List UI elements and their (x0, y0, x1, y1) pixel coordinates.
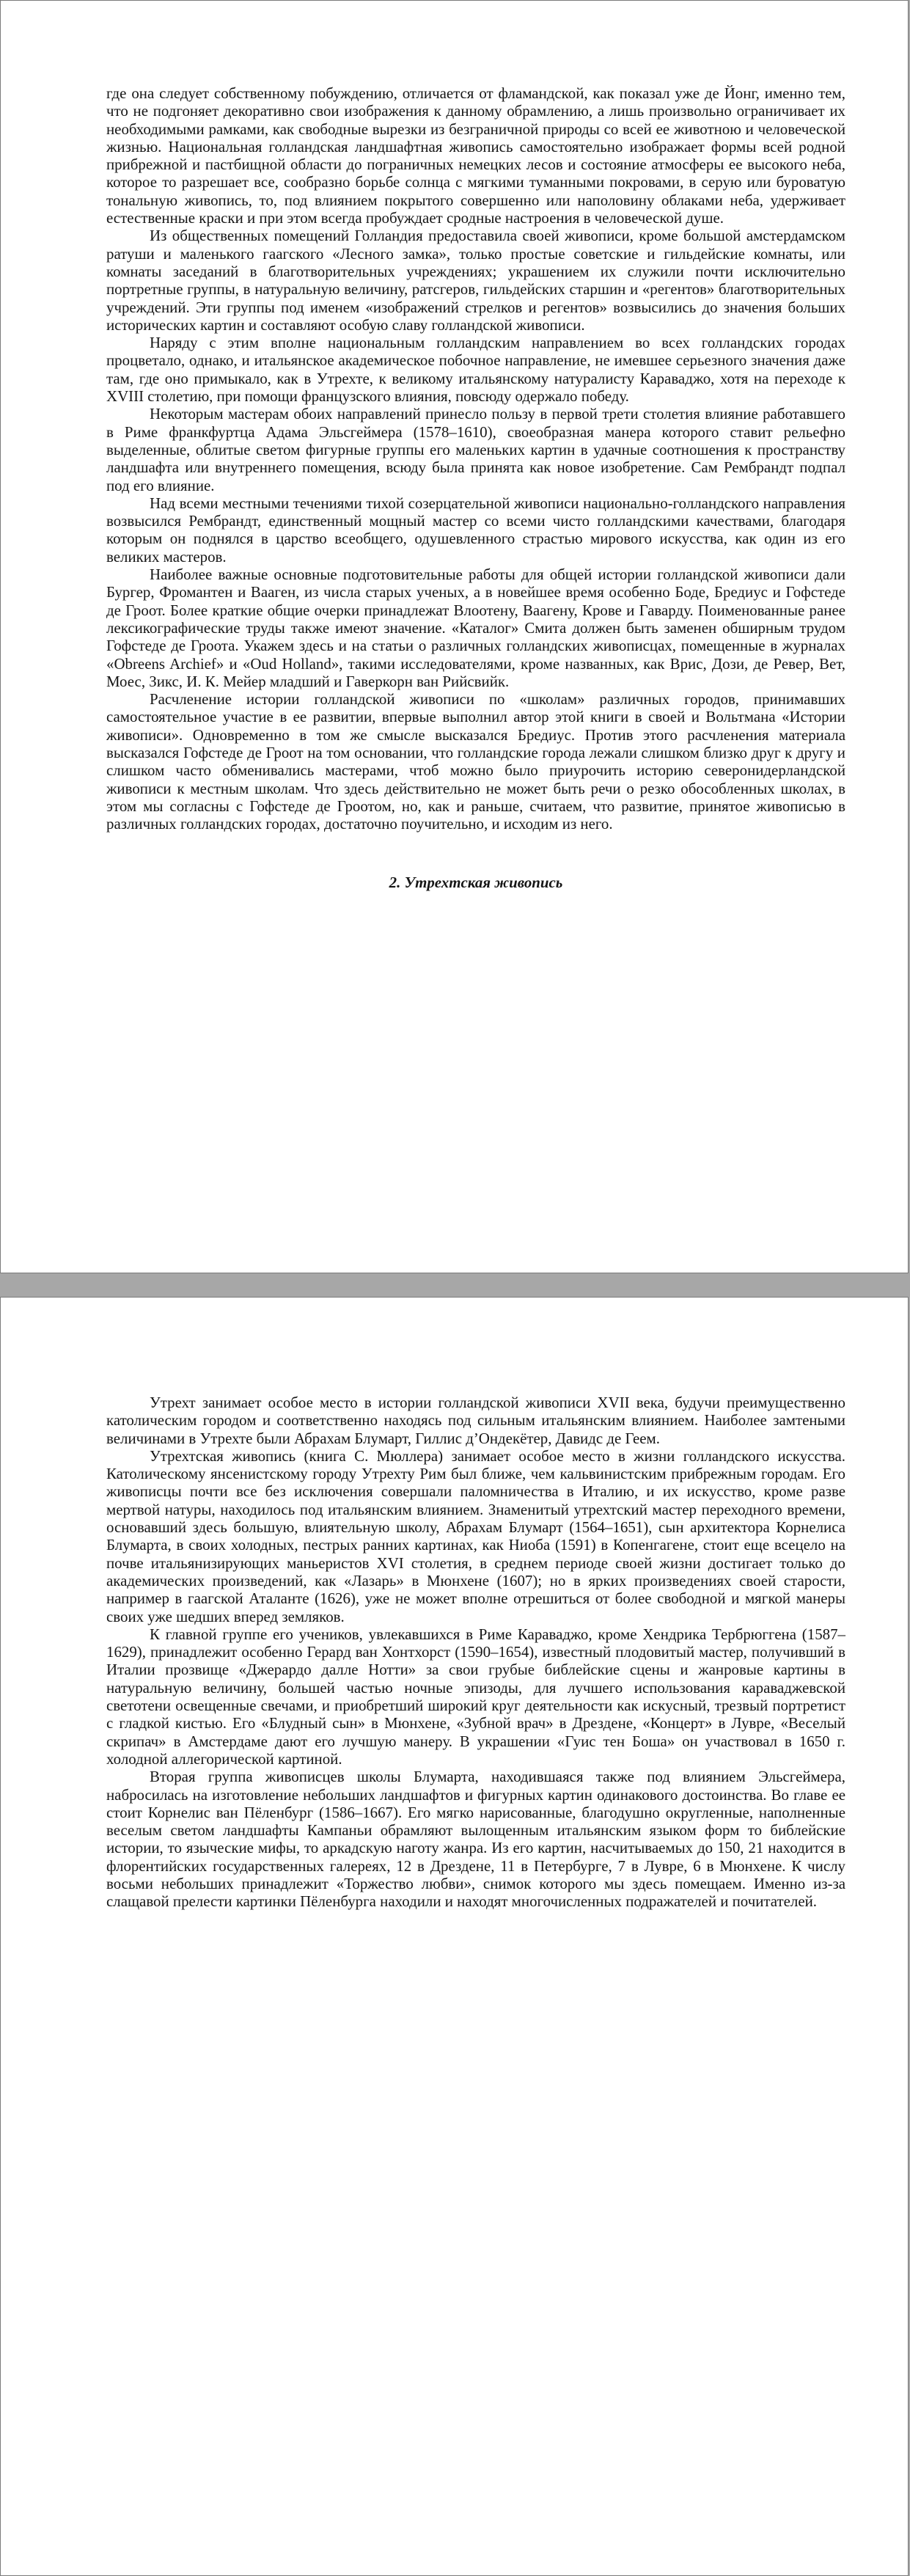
paragraph: Утрехт занимает особое место в истории голландской живописи XVII века, будучи преимущественно католическим городом и соответственно находясь под сильным итальянским влиянием. Наиболее замтеными величинами в Утрехте были Абрахам Блумарт, Гиллис д’Ондекётер, Давидс де Геем. (106, 1394, 845, 1447)
paragraph: Из общественных помещений Голландия предоставила своей живописи, кроме большой амстердамском ратуши и маленького гаагского «Лесного замка», только простые советские и гильдейские комнаты, или комнаты заседаний в благотворительных учреждениях; украшением их служили почти исключительно портретные группы, в натуральную величину, ратсгеров, гильдейских старшин и «регентов» благотворительных учреждений. Эти группы под именем «изображений стрелков и регентов» возвысились до значения больших исторических картин и составляют особую славу голландской живописи. (106, 227, 845, 334)
page-2 (0, 1297, 909, 2576)
paragraph: Утрехтская живопись (книга С. Мюллера) занимает особое место в жизни голландского искусства. Католическому янсенистскому городу Утрехту Рим был ближе, чем кальвинистским прибрежным городам. Его живописцы почти все без исключения совершали паломничества в Италию, и их искусство, кроме разве мертвой натуры, находилось под итальянским влиянием. Знаменитый утрехтский мастер переходного времени, основавший здесь большую, влиятельную школу, Абрахам Блумарт (1564–1651), сын архитектора Корнелиса Блумарта, в своих холодных, пестрых ранних картинах, как Ниоба (1591) в Копенгагене, стоит еще всецело на почве итальянизирующих маньеристов XVI столетия, в среднем периоде своей жизни достигает только до академических произведений, как «Лазарь» в Мюнхене (1607); но в ярких произведениях своей старости, например в гаагской Аталанте (1626), уже не может вполне отрешиться от более свободной и мягкой манеры своих уже шедших вперед земляков. (106, 1446, 845, 1625)
page-1 (0, 0, 909, 1273)
page-2-body (106, 1394, 845, 1911)
paragraph: Над всеми местными течениями тихой созерцательной живописи национально-голландского направления возвысился Рембрандт, единственный мощный мастер со всеми чисто голландскими качествами, благодаря которым он поднялся в царство всеобщего, одушевленного страстью мирового искусства, как один из его великих мастеров. (106, 494, 845, 566)
paragraph: К главной группе его учеников, увлекавшихся в Риме Караваджо, кроме Хендрика Тербрюггена (1587–1629), принадлежит особенно Герард ван Хонтхорст (1590–1654), известный плодовитый мастер, получивший в Италии прозвище «Джерардо далле Нотти» за свои грубые библейские сцены и жанровые картины в натуральную величину, большей частью ночные эпизоды, для лучшего использования караваджевской светотени освещенные свечами, и приобретший широкий круг деятельности как искусный, трезвый портретист с гладкой кистью. Его «Блудный сын» в Мюнхене, «Зубной врач» в Дрездене, «Концерт» в Лувре, «Веселый скрипач» в Амстердаме дают его лучшую манеру. В украшении «Гуис тен Боша» он участвовал в 1650 г. холодной аллегорической картиной. (106, 1625, 845, 1768)
paragraph: Расчленение истории голландской живописи по «школам» различных городов, принимавших самостоятельное участие в ее развитии, впервые выполнил автор этой книги в своей и Вольтмана «Истории живописи». Одновременно в том же смысле высказался Бредиус. Против этого расчленения материала высказался Гофстеде де Гроот на том основании, что голландские города лежали слишком близко друг к другу и слишком часто обменивались мастерами, чтоб можно было приурочить историю северонидерландской живописи к местным школам. Что здесь действительно не может быть речи о резко обособленных школах, в этом мы согласны с Гофстеде де Гроотом, но, как и раньше, считаем, что развитие, принятое живописью в различных голландских городах, достаточно поучительно, и исходим из него. (106, 690, 845, 833)
paragraph: Наиболее важные основные подготовительные работы для общей истории голландской живописи дали Бургер, Фромантен и Вааген, из числа старых ученых, а в новейшее время особенно Боде, Бредиус и Гофстеде де Гроот. Более краткие общие очерки принадлежат Влоотену, Ваагену, Крове и Гаварду. Поименованные ранее лексикографические труды также имеют значение. «Каталог» Смита должен быть заменен обширным трудом Гофстеде де Гроота. Укажем здесь и на статьи о различных голландских живописцах, помещенные в журналах «Obreens Archief» и «Oud Holland», такими исследователями, кроме названных, как Врис, Дози, де Ревер, Вет, Моес, Зикс, И. К. Мейер младший и Гаверкорн ван Рийсвийк. (106, 566, 845, 690)
paragraph: Вторая группа живописцев школы Блумарта, находившаяся также под влиянием Эльсгеймера, набросилась на изготовление небольших ландшафтов и фигурных картин одинакового достоинства. Во главе ее стоит Корнелис ван Пёленбург (1586–1667). Его мягко нарисованные, благодушно округленные, наполненные веселым светом ландшафты Кампаньи обрамляют вылощенным итальянским языком форм то библейские истории, то языческие мифы, то аркадскую наготу жанра. Из его картин, насчитываемых до 150, 21 находится в флорентийских государственных галереях, 12 в Дрездене, 11 в Петербурге, 7 в Лувре, 6 в Мюнхене. К числу восьми небольших принадлежит «Торжество любви», снимок которого мы здесь помещаем. Именно из-за слащавой прелести картинки Пёленбурга находили и находят многочисленных подражателей и почитателей. (106, 1768, 845, 1911)
page-1-body (106, 84, 845, 892)
section-title: 2. Утрехтская живопись (389, 874, 563, 892)
paragraph: где она следует собственному побуждению, отличается от фламандской, как показал уже де Йонг, именно тем, что не подгоняет декоративно свои изображения к данному обрамлению, а лишь произвольно ограничивает их необходимыми рамками, как свободные вырезки из безграничной природы со всей ее животною и человеческой жизнью. Национальная голландская ландшафтная живопись самостоятельно изображает формы всей родной прибрежной и пастбищной области до пограничных немецких лесов и состояние атмосферы ее высокого неба, которое то разрешает все, сообразно борьбе солнца с мягкими туманными покровами, в серую или буроватую тональную живопись, то, под влиянием покрытого совершенно или наполовину облаками неба, удерживает естественные краски и при этом всегда пробуждает сродные настроения в человеческой душе. (106, 84, 845, 227)
paragraph: Некоторым мастерам обоих направлений принесло пользу в первой трети столетия влияние работавшего в Риме франкфуртца Адама Эльсгеймера (1578–1610), своеобразная манера которого ставит рельефно выделенные, облитые светом фигурные группы его маленьких картин в удачные соотношения к пространству ландшафта или внутреннего помещения, всюду была принята как новое изобретение. Сам Рембрандт подпал под его влияние. (106, 405, 845, 494)
paragraph: Наряду с этим вполне национальным голландским направлением во всех голландских городах процветало, однако, и итальянское академическое побочное направление, не имевшее серьезного значения даже там, где оно примыкало, как в Утрехте, к великому итальянскому натуралисту Караваджо, хотя на переходе к XVIII столетию, при помощи французского влияния, повсюду одержало победу. (106, 334, 845, 406)
